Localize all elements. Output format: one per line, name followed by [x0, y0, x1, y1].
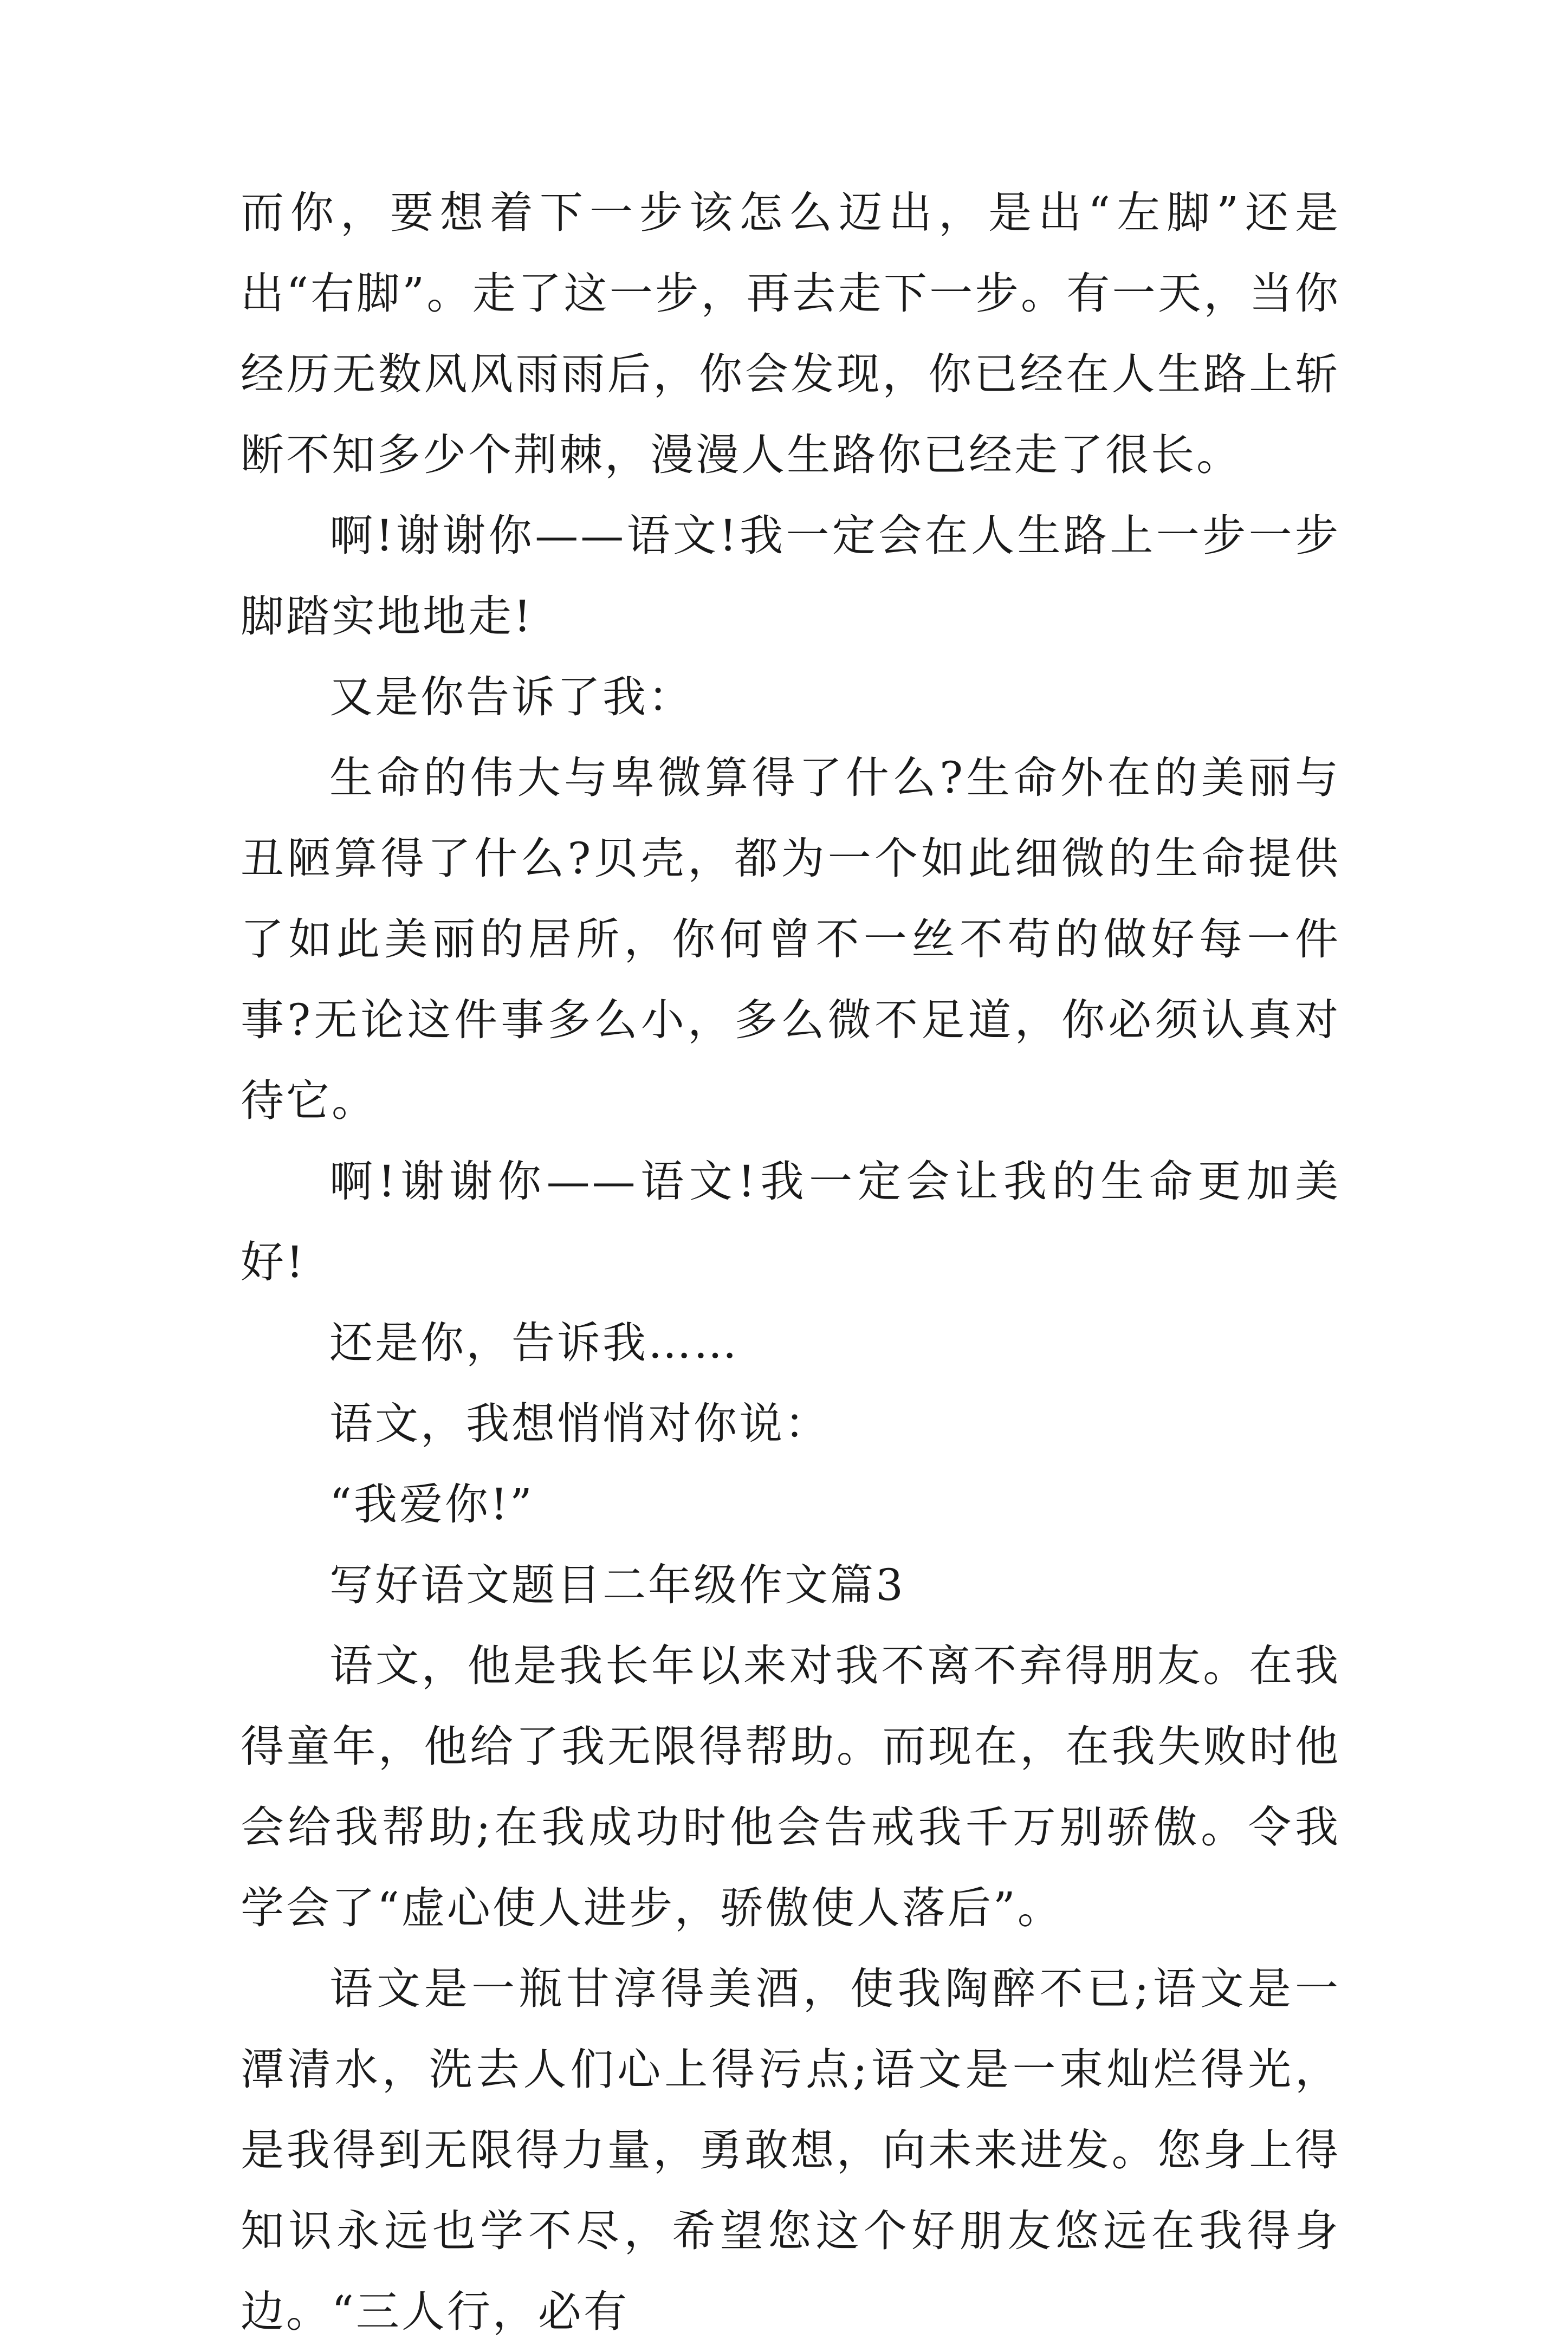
- paragraph-6: 还是你，告诉我……: [329, 1318, 739, 1368]
- paragraph-8: “我爱你!”: [329, 1479, 534, 1530]
- section-heading: 写好语文题目二年级作文篇3: [329, 1560, 905, 1610]
- paragraph-4: 生命的伟大与卑微算得了什么?生命外在的美丽与丑陋算得了什么?贝壳，都为一个如此细微的生命提供了如此美丽的居所，你何曾不一丝不苟的做好每一件事?无论这件事多么小，多么微不足道，你必须认真对待它。: [241, 753, 1340, 1126]
- document-body: [241, 172, 1340, 2352]
- paragraph-9: 语文，他是我长年以来对我不离不弃得朋友。在我得童年，他给了我无限得帮助。而现在，在我失败时他会给我帮助;在我成功时他会告戒我千万别骄傲。令我学会了“虚心使人进步，骄傲使人落后”。: [241, 1641, 1340, 1933]
- paragraph-2: 啊!谢谢你——语文!我一定会在人生路上一步一步脚踏实地地走!: [241, 510, 1340, 642]
- paragraph-7: 语文，我想悄悄对你说：: [329, 1398, 830, 1449]
- paragraph-1: 而你，要想着下一步该怎么迈出，是出“左脚”还是出“右脚”。走了这一步，再去走下一步。有一天，当你经历无数风风雨雨后，你会发现，你已经在人生路上斩断不知多少个荆棘，漫漫人生路你已经走了很长。: [241, 187, 1340, 480]
- paragraph-3: 又是你告诉了我：: [329, 672, 694, 722]
- paragraph-5: 啊!谢谢你——语文!我一定会让我的生命更加美好!: [241, 1156, 1340, 1287]
- paragraph-10: 语文是一瓶甘淳得美酒，使我陶醉不已;语文是一潭清水，洗去人们心上得污点;语文是一束灿烂得光，是我得到无限得力量，勇敢想，向未来进发。您身上得知识永远也学不尽，希望您这个好朋友悠远在我得身边。“三人行，必有: [241, 1964, 1340, 2337]
